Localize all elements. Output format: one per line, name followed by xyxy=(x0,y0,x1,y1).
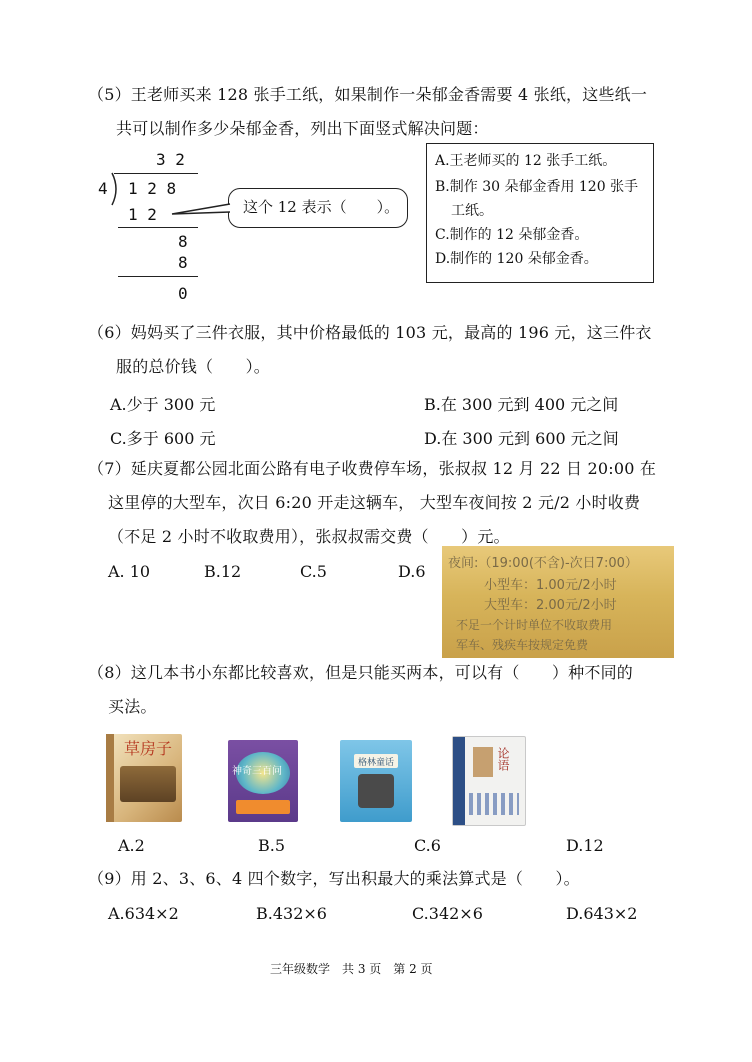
sign-line1: 夜间:（19:00(不含)-次日7:00） xyxy=(448,556,638,571)
q5-option-b: B.制作 30 朵郁金香用 120 张手 xyxy=(435,179,639,195)
q8-option-d: D.12 xyxy=(566,836,604,855)
book-pattern xyxy=(469,793,519,815)
q8-option-b: B.5 xyxy=(258,836,286,855)
callout-text: 这个 12 表示（ ）。 xyxy=(243,198,400,216)
q9-option-d: D.643×2 xyxy=(566,904,638,923)
division-bracket xyxy=(108,172,122,206)
q7-line2: 这里停的大型车，次日 6:20 开走这辆车， 大型车夜间按 2 元/2 小时收费 xyxy=(108,493,641,512)
q8-line2: 买法。 xyxy=(108,697,157,716)
q7-line3: （不足 2 小时不收取费用），张叔叔需交费（ ）元。 xyxy=(108,527,510,546)
q5-line2: 共可以制作多少朵郁金香，列出下面竖式解决问题： xyxy=(116,119,489,138)
q6-option-c: C.多于 600 元 xyxy=(110,429,216,448)
remainder: 0 xyxy=(178,284,188,303)
q9-option-b: B.432×6 xyxy=(256,904,327,923)
divisor: 4 xyxy=(98,179,108,198)
q5-options-box xyxy=(426,143,654,283)
book-illustration xyxy=(358,774,394,808)
q8-option-c: C.6 xyxy=(414,836,441,855)
book-title: 草房子 xyxy=(124,739,173,758)
q7-option-d: D.6 xyxy=(398,562,426,581)
sign-line5: 军车、残疾车按规定免费 xyxy=(456,638,589,652)
q7-option-a: A. 10 xyxy=(108,562,151,581)
q7-line1: （7）延庆夏都公园北面公路有电子收费停车场，张叔叔 12 月 22 日 20:00 在 xyxy=(88,459,657,478)
book-cover-shenqi[interactable] xyxy=(228,740,298,822)
dividend: 1 2 8 xyxy=(128,179,177,198)
q5-line1: （5）王老师买来 128 张手工纸，如果制作一朵郁金香需要 4 张纸，这些纸一 xyxy=(88,85,648,104)
step1: 1 2 xyxy=(128,205,157,224)
book-spine xyxy=(453,737,465,825)
step2: 8 xyxy=(178,232,188,251)
q6-line1: （6）妈妈买了三件衣服，其中价格最低的 103 元，最高的 196 元，这三件衣 xyxy=(88,323,652,342)
quotient: 3 2 xyxy=(156,150,185,169)
book-cover-lunyu[interactable] xyxy=(452,736,526,826)
q8-line1: （8）这几本书小东都比较喜欢，但是只能买两本，可以有（ ）种不同的 xyxy=(88,663,633,682)
callout-pointer xyxy=(170,200,232,220)
step1-line xyxy=(118,227,198,228)
q5-option-c: C.制作的 12 朵郁金香。 xyxy=(435,227,589,243)
q5-option-d: D.制作的 120 朵郁金香。 xyxy=(435,251,598,267)
q9-option-a: A.634×2 xyxy=(108,904,179,923)
book-title: 神奇三百问 xyxy=(232,766,282,777)
book-illustration xyxy=(473,747,493,777)
parking-fee-sign-photo xyxy=(442,546,674,658)
q9-option-c: C.342×6 xyxy=(412,904,483,923)
page-footer: 三年级数学 共 3 页 第 2 页 xyxy=(270,962,433,976)
book-spine xyxy=(106,734,114,822)
step3-line xyxy=(118,276,198,277)
q8-option-a: A.2 xyxy=(118,836,145,855)
q9-line1: （9）用 2、3、6、4 四个数字，写出积最大的乘法算式是（ ）。 xyxy=(88,869,580,888)
q6-option-a: A.少于 300 元 xyxy=(110,395,216,414)
book-band xyxy=(236,800,290,814)
book-title: 论语 xyxy=(496,747,510,771)
q6-option-d: D.在 300 元到 600 元之间 xyxy=(424,429,619,448)
callout-bubble xyxy=(228,188,408,228)
step3: 8 xyxy=(178,253,188,272)
book-illustration xyxy=(120,766,176,802)
book-cover-gelin[interactable] xyxy=(340,740,412,822)
division-bar xyxy=(114,173,198,174)
book-cover-caofangzi[interactable] xyxy=(106,734,182,822)
q6-option-b: B.在 300 元到 400 元之间 xyxy=(424,395,619,414)
book-title: 格林童话 xyxy=(358,758,395,768)
q5-option-b-cont: 工纸。 xyxy=(451,203,493,219)
q7-option-c: C.5 xyxy=(300,562,327,581)
sign-line4: 不足一个计时单位不收取费用 xyxy=(456,618,613,632)
sign-line3: 大型车：2.00元/2小时 xyxy=(484,598,617,613)
sign-line2: 小型车：1.00元/2小时 xyxy=(484,578,617,593)
q5-option-a: A.王老师买的 12 张手工纸。 xyxy=(435,153,617,169)
q7-option-b: B.12 xyxy=(204,562,242,581)
q6-line2: 服的总价钱（ ）。 xyxy=(116,357,271,376)
